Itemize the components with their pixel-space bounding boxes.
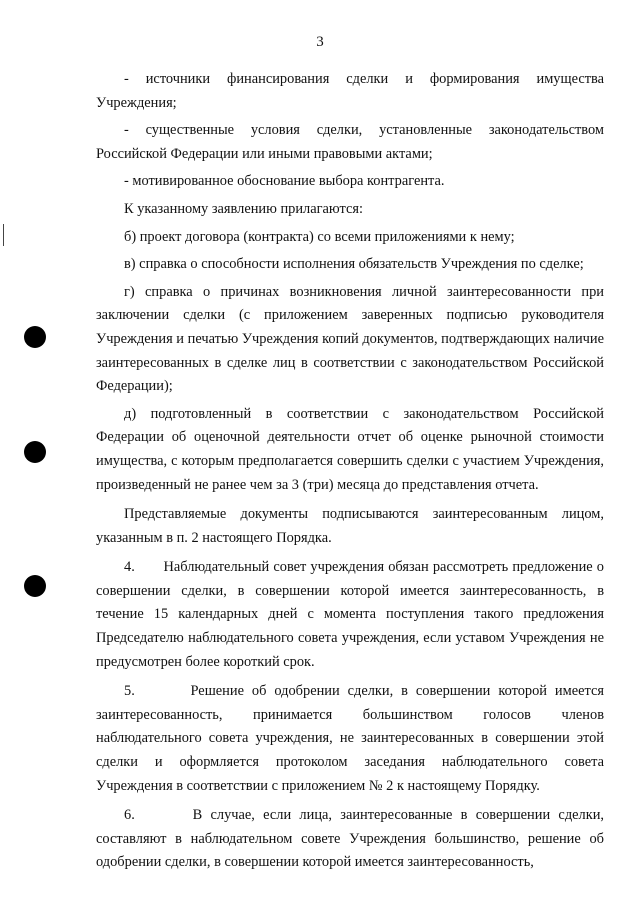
paragraph-section-6: 6. В случае, если лица, заинтересованные в совершении сделки, составляют в наблюдательном совете Учреждения большинство, решение об одобрении сделки, в совершении которой имеется заинтересованность, [96, 807, 604, 871]
document-body [96, 68, 604, 875]
paragraph-item-b: б) проект договора (контракта) со всеми приложениями к нему; [124, 228, 515, 245]
paragraph-financing-sources: - источники финансирования сделки и формирования имущества Учреждения; [96, 71, 604, 111]
paragraph-attachments-intro: К указанному заявлению прилагаются: [124, 200, 363, 217]
paragraph-item-g: г) справка о причинах возникновения личной заинтересованности при заключении сделки (с приложением заверенных подписью руководителя Учреждения и печатью Учреждения копий документов, подтверждающих наличие заинтересованных в сделке лиц в соответствии с законодательством Российской Федерации); [96, 283, 604, 395]
paragraph-item-v: в) справка о способности исполнения обязательств Учреждения по сделке; [124, 256, 584, 273]
paragraph-item-d: д) подготовленный в соответствии с законодательством Российской Федерации об оценочной деятельности отчет об оценке рыночной стоимости имущества, с которым предполагается совершить сделки с участием Учреждения, произведенный не ранее чем за 3 (три) месяца до представления отчета. [96, 405, 604, 493]
punch-hole [24, 441, 46, 463]
paragraph-section-5: 5. Решение об одобрении сделки, в совершении которой имеется заинтересованность, принимается большинством голосов членов наблюдательного совета учреждения, не заинтересованных в совершении этой сделки и оформляется протоколом заседания наблюдательного совета Учреждения в соответствии с приложением № 2 к настоящему Порядку. [96, 683, 604, 794]
paragraph-section-4: 4. Наблюдательный совет учреждения обязан рассмотреть предложение о совершении сделки, в совершении которой имеется заинтересованность, в течение 15 календарных дней с момента поступления такого предложения Председателю наблюдательного совета учреждения, если уставом Учреждения не предусмотрен более короткий срок. [96, 559, 604, 670]
paragraph-counterparty-justification: - мотивированное обоснование выбора контрагента. [124, 173, 445, 190]
scan-margin-mark [3, 224, 4, 246]
punch-hole [24, 326, 46, 348]
paragraph-essential-terms: - существенные условия сделки, установленные законодательством Российской Федерации или иными правовыми актами; [96, 122, 604, 162]
punch-hole [24, 575, 46, 597]
paragraph-documents-signed: Представляемые документы подписываются заинтересованным лицом, указанным в п. 2 настоящего Порядка. [96, 506, 604, 546]
page-number: 3 [316, 34, 324, 50]
